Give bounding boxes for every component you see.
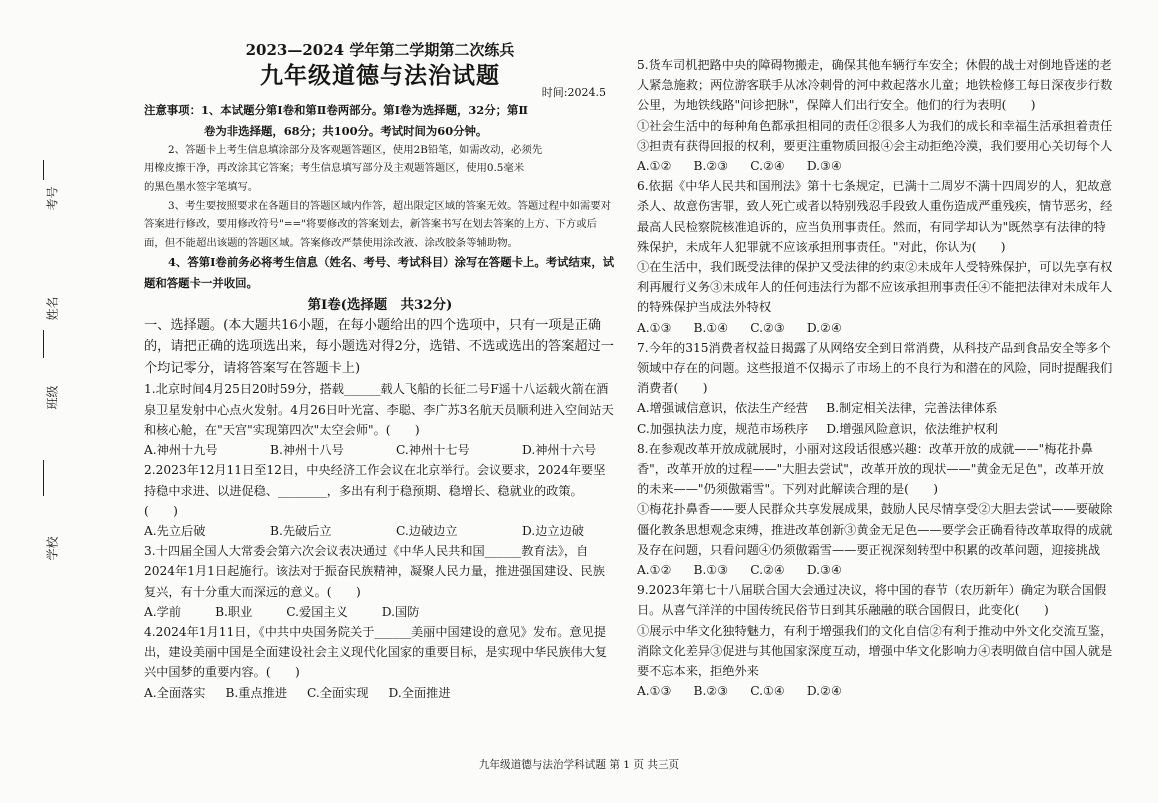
question-stem: 2.2023年12月11日至12日，中央经济工作会议在北京举行。会议要求，2024年要坚持稳中求进、以进促稳、________，多出有利于稳预期、稳增长、稳就业的政策。( ) bbox=[144, 463, 606, 518]
name-field bbox=[30, 280, 70, 360]
answer-options bbox=[637, 318, 1115, 338]
statement-list: ①在生活中，我们既受法律的保护又受法律的约束②未成年人受特殊保护，可以先享有权利再履行义务③未成年人的任何违法行为都不应该承担刑事责任④不能把法律对未成年人的特殊保护当成法外特权 bbox=[637, 260, 1113, 315]
option-d: D.边立边破 bbox=[522, 523, 584, 538]
option-a: A.①② bbox=[637, 159, 672, 174]
left-column bbox=[144, 40, 616, 703]
exam-subject-title: 九年级道德与法治试题 bbox=[260, 62, 500, 90]
option-b: B.职业 bbox=[215, 604, 253, 619]
class-line bbox=[43, 460, 44, 496]
question-stem: 5.货车司机把路中央的障碍物搬走，确保其他车辆行车安全；休假的战士对倒地昏迷的老人紧急施救；两位游客联手从冰冷刺骨的河中救起落水儿童；地铁检修工每日深夜步行数公里，为地铁线路"问诊把脉"，保障人们出行安全。他们的行为表明( ) bbox=[637, 58, 1113, 113]
option-b: B.制定相关法律，完善法律体系 bbox=[826, 401, 998, 416]
question-stem: 9.2023年第七十八届联合国大会通过决议，将中国的春节（农历新年）确定为联合国假日。从喜气洋洋的中国传统民俗节日到其乐融融的联合国假日，此变化( ) bbox=[637, 583, 1107, 618]
option-b: B.重点推进 bbox=[225, 685, 288, 700]
option-d: D.全面推进 bbox=[388, 685, 451, 700]
option-a: A.先立后破 bbox=[144, 523, 206, 538]
option-c: C.②③ bbox=[750, 320, 785, 335]
question-4 bbox=[144, 622, 616, 703]
section1-intro: 一、选择题。(本大题共16小题，在每小题给出的四个选项中，只有一项是正确的，请把正确的选项选出来，每小题选对得2分，选错、不选或选出的答案超过一个均记零分，请将答案写在答题卡上) bbox=[144, 317, 614, 376]
question-stem: 6.依据《中华人民共和国刑法》第十七条规定，已满十二周岁不满十四周岁的人，犯故意杀人、故意伤害罪，致人死亡或者以特别残忍手段致人重伤造成严重残疾，情节恶劣，经最高人民检察院核准追诉的，应当负刑事责任。然而，有同学却认为"既然享有法律的特殊保护，未成年人犯罪就不应该承担刑事责任。"对此，你认为( ) bbox=[637, 179, 1113, 254]
exam-date: 时间:2024.5 bbox=[541, 86, 606, 100]
option-b: B.②③ bbox=[693, 159, 729, 174]
question-stem: 8.在参观改革开放成就展时，小丽对这段话很感兴趣：改革开放的成就——"梅花扑鼻香"，改革开放的过程——"大胆去尝试"，改革开放的现状——"黄金无足色"，改革开放的未来——"仍须傲霜雪"。下列对此解读合理的是( ) bbox=[637, 441, 1104, 497]
page-footer: 九年级道德与法治学科试题 第 1 页 共三页 bbox=[478, 759, 680, 771]
answer-options bbox=[637, 156, 1115, 176]
option-a: A.①③ bbox=[637, 684, 672, 699]
option-a: A.学前 bbox=[144, 604, 182, 619]
question-stem: 1.北京时间4月25日20时59分，搭载______载人飞船的长征二号F遥十八运载火箭在酒泉卫星发射中心点火发射。4月26日叶光富、李聪、李广苏3名航天员顺利进入空间站天和核心舱，在"天宫"实现第四次"太空会师"。( ) bbox=[144, 382, 614, 437]
question-stem: 3.十四届全国人大常委会第六次会议表决通过《中华人民共和国______教育法》，自2024年1月1日起施行。该法对于振奋民族精神，凝聚人民力量，推进强国建设、民族复兴，有十分重大而深远的意义。( ) bbox=[144, 544, 605, 599]
option-b: B.先破后立 bbox=[270, 523, 332, 538]
option-c: C.边破边立 bbox=[396, 523, 458, 538]
option-d: D.③④ bbox=[806, 563, 842, 578]
question-1 bbox=[144, 379, 616, 460]
option-c: C.加强执法力度，规范市场秩序 bbox=[637, 421, 809, 436]
right-column bbox=[637, 55, 1115, 702]
option-d: D.神州十六号 bbox=[522, 443, 597, 458]
question-9 bbox=[637, 580, 1115, 701]
class-field bbox=[30, 365, 70, 445]
name-label: 姓名 bbox=[45, 296, 60, 321]
exam-no-label: 考号 bbox=[45, 186, 60, 211]
option-a: A.神州十九号 bbox=[144, 443, 218, 458]
answer-options bbox=[637, 681, 1115, 701]
answer-options bbox=[144, 683, 616, 703]
question-5 bbox=[637, 55, 1115, 176]
option-d: D.②④ bbox=[806, 684, 842, 699]
answer-options bbox=[144, 521, 616, 541]
notice-block bbox=[144, 100, 616, 292]
question-7 bbox=[637, 338, 1115, 439]
notice-item3: 3、考生要按照要求在各题目的答题区域内作答，超出限定区域的答案无效。答题过程中如需要对答案进行修改，要用修改符号"=="将要修改的答案划去，新答案书写在划去答案的上方、下方或后面，但不能超出该题的答题区域。答案修改严禁使用涂改液、涂改胶条等辅助物。 bbox=[144, 199, 612, 249]
answer-options bbox=[144, 440, 616, 460]
notice-item1b: 卷为非选择题，68分；共100分。考试时间为60分钟。 bbox=[204, 123, 488, 138]
option-c: C.②④ bbox=[750, 563, 785, 578]
answer-options-row2 bbox=[637, 419, 1115, 439]
option-b: B.神州十八号 bbox=[270, 443, 344, 458]
class-label: 班级 bbox=[45, 385, 60, 410]
question-stem: 7.今年的315消费者权益日揭露了从网络安全到日常消费，从科技产品到食品安全等多个领域中存在的问题。这些报道不仅揭示了市场上的不良行为和潜在的风险，同时提醒我们消费者( ) bbox=[637, 340, 1113, 396]
option-a: A.全面落实 bbox=[144, 685, 206, 700]
option-c: C.①④ bbox=[750, 684, 785, 699]
statement-list: ①展示中华文化独特魅力，有利于增强我们的文化自信②有利于推动中外文化交流互鉴，消除文化差异③促进与其他国家深度互动，增强中华文化影响力④表明做自信中国人就是要不忘本来，拒绝外来 bbox=[637, 623, 1113, 679]
notice-item2a: 2、答题卡上考生信息填涂部分及客观题答题区，使用2B铅笔，如需改动，必须先 bbox=[168, 143, 543, 156]
option-b: B.①④ bbox=[693, 320, 729, 335]
question-3 bbox=[144, 541, 616, 622]
notice-item4: 4、答第Ⅰ卷前务必将考生信息（姓名、考号、考试科目）涂写在答题卡上。考试结束，试题和答题卡一并收回。 bbox=[144, 255, 615, 290]
answer-options bbox=[637, 560, 1115, 580]
option-c: C.全面实现 bbox=[307, 685, 369, 700]
part1-title: 第Ⅰ卷(选择题 共32分) bbox=[307, 296, 453, 313]
exam-no-field bbox=[30, 150, 70, 240]
option-a: A.增强诚信意识，依法生产经营 bbox=[637, 401, 809, 416]
question-8 bbox=[637, 439, 1115, 580]
answer-options-row1 bbox=[637, 398, 1115, 418]
option-d: D.增强风险意识，依法维护权利 bbox=[826, 421, 998, 436]
option-d: D.②④ bbox=[806, 320, 842, 335]
option-b: B.②③ bbox=[693, 684, 729, 699]
school-label: 学校 bbox=[45, 536, 60, 561]
exam-no-line bbox=[43, 160, 44, 180]
option-a: A.①② bbox=[637, 563, 672, 578]
option-d: D.③④ bbox=[806, 159, 842, 174]
school-field bbox=[30, 510, 70, 590]
notice-label: 注意事项： bbox=[144, 103, 201, 118]
question-stem: 4.2024年1月11日，《中共中央国务院关于______美丽中国建设的意见》发布。意见提出，建设美丽中国是全面建设社会主义现代化国家的重要目标，是实现中华民族伟大复兴中国梦的重要内容。( ) bbox=[144, 624, 608, 680]
option-c: C.爱国主义 bbox=[286, 604, 348, 619]
exam-series-title: 2023—2024 学年第二学期第二次练兵 bbox=[245, 41, 515, 59]
binding-strip bbox=[0, 0, 90, 803]
answer-options bbox=[144, 602, 616, 622]
notice-item2b: 用橡皮擦干净，再改涂其它答案；考生信息填写部分及主观题答题区，使用0.5毫米 bbox=[144, 162, 525, 175]
statement-list: ①梅花扑鼻香——要人民群众共享发展成果，鼓励人民尽情享受②大胆去尝试——要破除僵化教条思想观念束缚，推进改革创新③黄金无足色——要学会正确看待改革取得的成就及存在问题，只看问题④仍须傲霜雪——要正视深刻转型中积累的改革问题，迎接挑战 bbox=[637, 502, 1113, 557]
question-6 bbox=[637, 176, 1115, 338]
option-a: A.①③ bbox=[637, 320, 672, 335]
statement-list: ①社会生活中的每种角色都承担相同的责任②很多人为我们的成长和幸福生活承担着责任③担责有获得回报的权利，要更注重物质回报④会主动拒绝冷漠，我们要用心关切每个人 bbox=[637, 118, 1113, 153]
option-c: C.②④ bbox=[750, 159, 785, 174]
option-c: C.神州十七号 bbox=[396, 443, 470, 458]
name-line bbox=[43, 330, 44, 358]
notice-item1a: 1、本试题分第Ⅰ卷和第Ⅱ卷两部分。第Ⅰ卷为选择题，32分；第Ⅱ bbox=[200, 103, 528, 118]
notice-item2c: 的黑色墨水签字笔填写。 bbox=[144, 181, 259, 193]
option-d: D.国防 bbox=[381, 604, 420, 619]
question-2 bbox=[144, 460, 616, 541]
option-b: B.①③ bbox=[693, 563, 729, 578]
